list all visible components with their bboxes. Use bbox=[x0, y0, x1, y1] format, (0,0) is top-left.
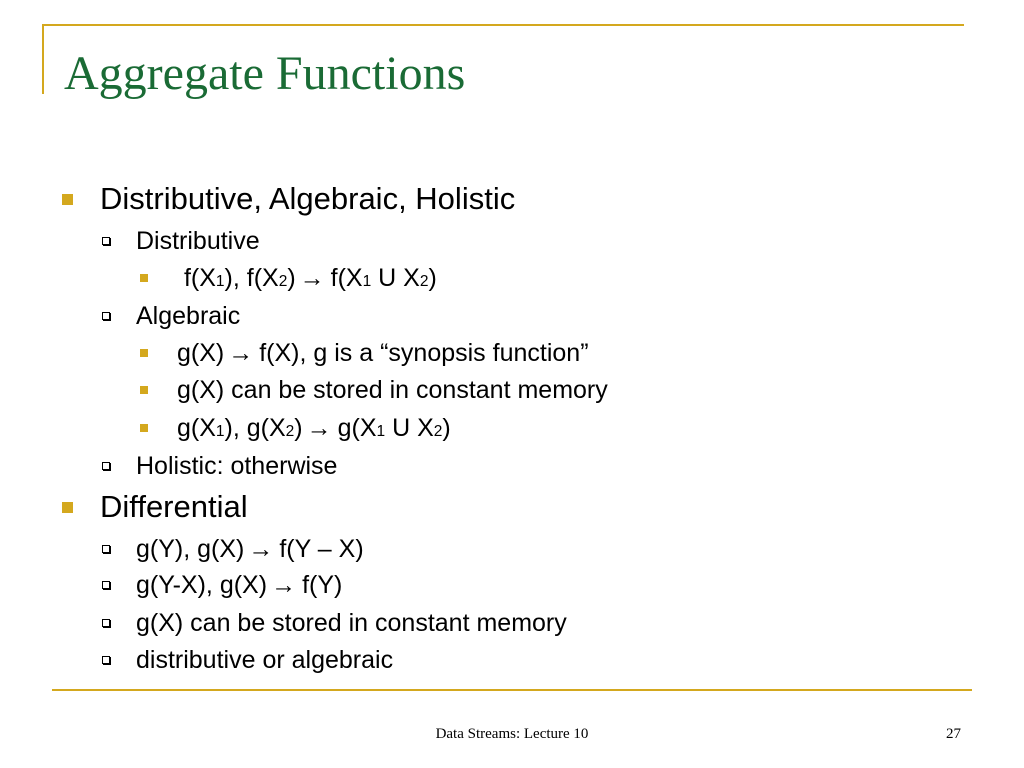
page-number: 27 bbox=[946, 726, 961, 742]
formula-part: g(Y), g(X) bbox=[136, 534, 245, 563]
formula-part: f(Y) bbox=[302, 570, 343, 599]
list-item bbox=[102, 449, 337, 483]
item-text: Holistic: otherwise bbox=[136, 451, 338, 480]
right-arrow-icon: → bbox=[306, 413, 332, 442]
square-bullet-icon bbox=[140, 349, 148, 357]
item-formula: g(X 1 ), g(X 2 ) → g(X 1 U X 2 ) bbox=[177, 413, 451, 442]
item-text: distributive or algebraic bbox=[136, 645, 394, 674]
formula-part: g(Y-X), g(X) bbox=[136, 570, 268, 599]
formula-part: ) bbox=[442, 413, 451, 442]
list-item bbox=[140, 336, 589, 370]
formula-part: U X bbox=[385, 413, 434, 442]
item-formula bbox=[136, 571, 342, 600]
formula-part: f(X bbox=[177, 263, 216, 292]
top-border-line bbox=[42, 24, 964, 26]
item-text: Differential bbox=[100, 489, 248, 524]
formula-part: g(X bbox=[177, 413, 216, 442]
list-item bbox=[140, 411, 451, 445]
list-item bbox=[102, 606, 567, 640]
item-text: Algebraic bbox=[136, 301, 241, 330]
hollow-square-bullet-icon bbox=[102, 312, 110, 320]
hollow-square-bullet-icon bbox=[102, 237, 110, 245]
list-item bbox=[102, 299, 240, 333]
square-bullet-icon bbox=[62, 502, 73, 513]
formula-part: f(X bbox=[330, 263, 363, 292]
right-arrow-icon: → bbox=[271, 570, 297, 599]
formula-part: ) bbox=[287, 263, 296, 292]
right-arrow-icon: → bbox=[299, 263, 325, 292]
formula-part: ), f(X bbox=[224, 263, 279, 292]
formula-part: f(Y – X) bbox=[279, 534, 364, 563]
list-item bbox=[140, 261, 437, 295]
square-bullet-icon bbox=[62, 194, 73, 205]
list-item bbox=[102, 568, 342, 602]
hollow-square-bullet-icon bbox=[102, 581, 110, 589]
formula-part: g(X bbox=[337, 413, 377, 442]
item-text: Distributive bbox=[136, 226, 260, 255]
list-item bbox=[102, 643, 393, 677]
right-arrow-icon: → bbox=[228, 338, 254, 367]
hollow-square-bullet-icon bbox=[102, 545, 110, 553]
item-text: g(X) can be stored in constant memory bbox=[177, 375, 608, 404]
item-formula bbox=[136, 535, 364, 564]
hollow-square-bullet-icon bbox=[102, 656, 110, 664]
left-border-line bbox=[42, 24, 44, 94]
square-bullet-icon bbox=[140, 424, 148, 432]
slide-title: Aggregate Functions bbox=[64, 47, 466, 100]
item-formula: f(X 1 ), f(X 2 ) → f(X 1 U X 2 ) bbox=[177, 263, 437, 292]
list-item bbox=[140, 373, 608, 407]
formula-part: U X bbox=[371, 263, 420, 292]
bottom-border-line bbox=[52, 689, 972, 691]
square-bullet-icon bbox=[140, 386, 148, 394]
item-text: Distributive, Algebraic, Holistic bbox=[100, 181, 516, 216]
hollow-square-bullet-icon bbox=[102, 462, 110, 470]
formula-part: g(X) bbox=[177, 338, 225, 367]
formula-part: f(X), g is a “synopsis function” bbox=[259, 338, 589, 367]
list-item bbox=[102, 224, 260, 258]
list-item bbox=[62, 179, 515, 219]
square-bullet-icon bbox=[140, 274, 148, 282]
item-text: g(X) can be stored in constant memory bbox=[136, 608, 567, 637]
hollow-square-bullet-icon bbox=[102, 619, 110, 627]
list-item bbox=[102, 532, 364, 566]
formula-part: ), g(X bbox=[224, 413, 286, 442]
list-item bbox=[62, 487, 248, 527]
formula-part: ) bbox=[294, 413, 303, 442]
slide-footer: Data Streams: Lecture 10 bbox=[435, 726, 589, 742]
formula-part: ) bbox=[428, 263, 437, 292]
right-arrow-icon: → bbox=[248, 534, 274, 563]
item-formula bbox=[177, 339, 589, 368]
